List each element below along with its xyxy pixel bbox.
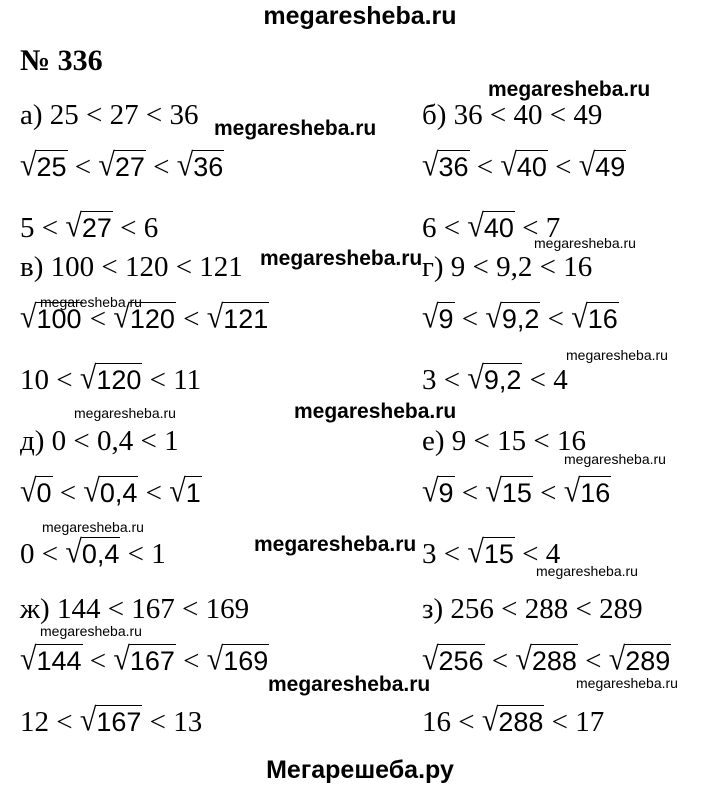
radical-sign: √	[467, 534, 484, 571]
radicand: 121	[223, 304, 269, 334]
radicand: 0	[36, 478, 52, 508]
radical-sign: √	[571, 299, 588, 336]
inequality-line	[20, 250, 243, 284]
radicand: 9	[438, 304, 454, 334]
root-inequality-line	[422, 641, 671, 678]
conclusion-left: 12 <	[20, 706, 80, 738]
watermark: megaresheba.ru	[564, 451, 666, 467]
square-root	[113, 641, 176, 678]
radicand: 120	[129, 304, 175, 334]
watermark: megaresheba.ru	[534, 235, 636, 251]
site-footer: Мегарешеба.ру	[266, 756, 454, 784]
conclusion-right: < 4	[522, 364, 568, 396]
square-root	[65, 534, 120, 571]
radical-sign: √	[422, 641, 439, 678]
less-than-sign: <	[547, 151, 579, 183]
radical-sign: √	[563, 473, 581, 510]
inequality-text: д) 0 < 0,4 < 1	[20, 425, 179, 457]
radical-sign: √	[113, 299, 130, 336]
radicand: 49	[595, 152, 626, 182]
radical-sign: √	[20, 641, 37, 678]
inequality-text: б) 36 < 40 < 49	[422, 99, 603, 131]
square-root	[83, 473, 138, 510]
inequality-text: г) 9 < 9,2 < 16	[422, 251, 593, 283]
square-root	[485, 473, 533, 510]
radicand: 36	[193, 152, 224, 182]
less-than-sign: <	[577, 645, 609, 677]
watermark: megaresheba.ru	[42, 519, 144, 535]
radical-sign: √	[206, 299, 224, 336]
radical-sign: √	[98, 147, 115, 184]
conclusion-right: < 17	[544, 706, 605, 738]
conclusion-left: 0 <	[20, 538, 66, 570]
radical-sign: √	[176, 147, 194, 184]
square-root	[20, 147, 68, 184]
radical-sign: √	[485, 299, 502, 336]
conclusion-right: < 4	[514, 538, 561, 570]
conclusion-line	[20, 208, 159, 245]
radical-sign: √	[20, 147, 37, 184]
radicand: 288	[531, 646, 577, 676]
less-than-sign: <	[145, 151, 177, 183]
conclusion-left: 6 <	[422, 212, 468, 244]
radical-sign: √	[20, 473, 37, 510]
radical-sign: √	[83, 473, 100, 510]
radical-sign: √	[481, 702, 499, 739]
conclusion-right: < 7	[514, 212, 561, 244]
square-root	[65, 208, 113, 245]
radical-sign: √	[578, 147, 596, 184]
less-than-sign: <	[82, 645, 114, 677]
radicand: 16	[580, 478, 611, 508]
radicand: 27	[114, 152, 145, 182]
root-inequality-line	[422, 299, 619, 336]
inequality-text: ж) 144 < 167 < 169	[20, 593, 250, 625]
square-root	[422, 299, 455, 336]
radicand: 9,2	[501, 304, 540, 334]
inequality-text: з) 256 < 288 < 289	[422, 593, 643, 625]
root-inequality-line	[422, 473, 611, 510]
inequality-line	[422, 250, 592, 284]
conclusion-right: < 11	[142, 364, 202, 396]
radical-sign: √	[206, 641, 224, 678]
less-than-sign: <	[138, 477, 170, 509]
square-root	[563, 473, 612, 510]
inequality-text: а) 25 < 27 < 36	[20, 99, 199, 131]
watermark: megaresheba.ru	[294, 400, 457, 423]
less-than-sign: <	[82, 303, 114, 335]
less-than-sign: <	[52, 477, 84, 509]
conclusion-line	[20, 360, 202, 397]
inequality-text: в) 100 < 120 < 121	[20, 251, 243, 283]
square-root	[422, 473, 455, 510]
square-root	[500, 147, 548, 184]
radicand: 0,4	[99, 478, 138, 508]
radicand: 27	[81, 213, 112, 243]
square-root	[176, 147, 225, 184]
inequality-line	[422, 98, 602, 132]
radicand: 167	[96, 707, 142, 737]
conclusion-right: < 6	[112, 212, 159, 244]
watermark: megaresheba.ru	[488, 78, 651, 101]
radicand: 9	[438, 478, 454, 508]
radicand: 169	[223, 646, 269, 676]
inequality-line	[20, 98, 199, 132]
radical-sign: √	[65, 208, 82, 245]
radical-sign: √	[79, 360, 97, 397]
watermark: megaresheba.ru	[260, 247, 423, 270]
watermark: megaresheba.ru	[536, 563, 638, 579]
square-root	[20, 473, 53, 510]
square-root	[481, 702, 545, 739]
less-than-sign: <	[454, 303, 486, 335]
less-than-sign: <	[175, 303, 207, 335]
radicand: 167	[129, 646, 175, 676]
radical-sign: √	[79, 702, 97, 739]
root-inequality-line	[422, 147, 626, 184]
watermark: megaresheba.ru	[576, 675, 678, 691]
root-inequality-line	[20, 641, 269, 678]
inequality-line	[20, 592, 249, 626]
square-root	[169, 473, 202, 510]
watermark: megaresheba.ru	[74, 405, 176, 421]
watermark: megaresheba.ru	[254, 533, 417, 556]
watermark: megaresheba.ru	[268, 673, 431, 696]
radical-sign: √	[113, 641, 130, 678]
radical-sign: √	[467, 360, 484, 397]
radicand: 15	[483, 539, 514, 569]
square-root	[608, 641, 672, 678]
square-root	[485, 299, 540, 336]
square-root	[467, 534, 515, 571]
radicand: 256	[438, 646, 484, 676]
conclusion-left: 10 <	[20, 364, 80, 396]
radical-sign: √	[500, 147, 517, 184]
watermark: megaresheba.ru	[566, 347, 668, 363]
task-number: № 336	[20, 44, 103, 77]
square-root	[79, 702, 143, 739]
square-root	[206, 299, 270, 336]
square-root	[467, 360, 522, 397]
radical-sign: √	[65, 534, 82, 571]
watermark: megaresheba.ru	[40, 294, 142, 310]
radicand: 40	[483, 213, 514, 243]
conclusion-line	[422, 360, 568, 397]
square-root	[206, 641, 270, 678]
watermark: megaresheba.ru	[40, 623, 142, 639]
less-than-sign: <	[469, 151, 501, 183]
radical-sign: √	[422, 147, 439, 184]
radicand: 36	[438, 152, 469, 182]
radicand: 9,2	[483, 365, 522, 395]
radicand: 0,4	[81, 539, 120, 569]
radical-sign: √	[20, 299, 37, 336]
square-root	[467, 208, 515, 245]
radicand: 144	[36, 646, 82, 676]
less-than-sign: <	[454, 477, 486, 509]
inequality-line	[422, 592, 643, 626]
radical-sign: √	[169, 473, 186, 510]
less-than-sign: <	[532, 477, 564, 509]
less-than-sign: <	[175, 645, 207, 677]
radical-sign: √	[608, 641, 626, 678]
square-root	[571, 299, 619, 336]
radicand: 16	[587, 304, 618, 334]
square-root	[422, 641, 485, 678]
radicand: 288	[498, 707, 544, 737]
square-root	[98, 147, 146, 184]
square-root	[578, 147, 627, 184]
root-inequality-line	[20, 147, 224, 184]
radicand: 25	[36, 152, 67, 182]
less-than-sign: <	[540, 303, 572, 335]
inequality-text: е) 9 < 15 < 16	[422, 425, 586, 457]
conclusion-right: < 1	[120, 538, 166, 570]
square-root	[515, 641, 578, 678]
less-than-sign: <	[67, 151, 99, 183]
radicand: 100	[36, 304, 82, 334]
root-inequality-line	[20, 473, 202, 510]
radical-sign: √	[467, 208, 484, 245]
radicand: 120	[96, 365, 142, 395]
conclusion-left: 16 <	[422, 706, 482, 738]
radical-sign: √	[422, 473, 439, 510]
square-root	[20, 641, 83, 678]
radical-sign: √	[515, 641, 532, 678]
radical-sign: √	[485, 473, 502, 510]
square-root	[422, 147, 470, 184]
conclusion-line	[20, 534, 166, 571]
inequality-line	[20, 424, 179, 458]
radicand: 40	[516, 152, 547, 182]
conclusion-left: 3 <	[422, 538, 468, 570]
radicand: 1	[185, 478, 201, 508]
conclusion-right: < 13	[142, 706, 203, 738]
conclusion-line	[422, 702, 605, 739]
radicand: 15	[501, 478, 532, 508]
radical-sign: √	[422, 299, 439, 336]
radicand: 289	[625, 646, 671, 676]
square-root	[79, 360, 143, 397]
conclusion-left: 5 <	[20, 212, 66, 244]
watermark: megaresheba.ru	[214, 117, 377, 140]
less-than-sign: <	[484, 645, 516, 677]
conclusion-line	[20, 702, 203, 739]
inequality-line	[422, 424, 586, 458]
site-header: megaresheba.ru	[263, 2, 457, 30]
conclusion-left: 3 <	[422, 364, 468, 396]
